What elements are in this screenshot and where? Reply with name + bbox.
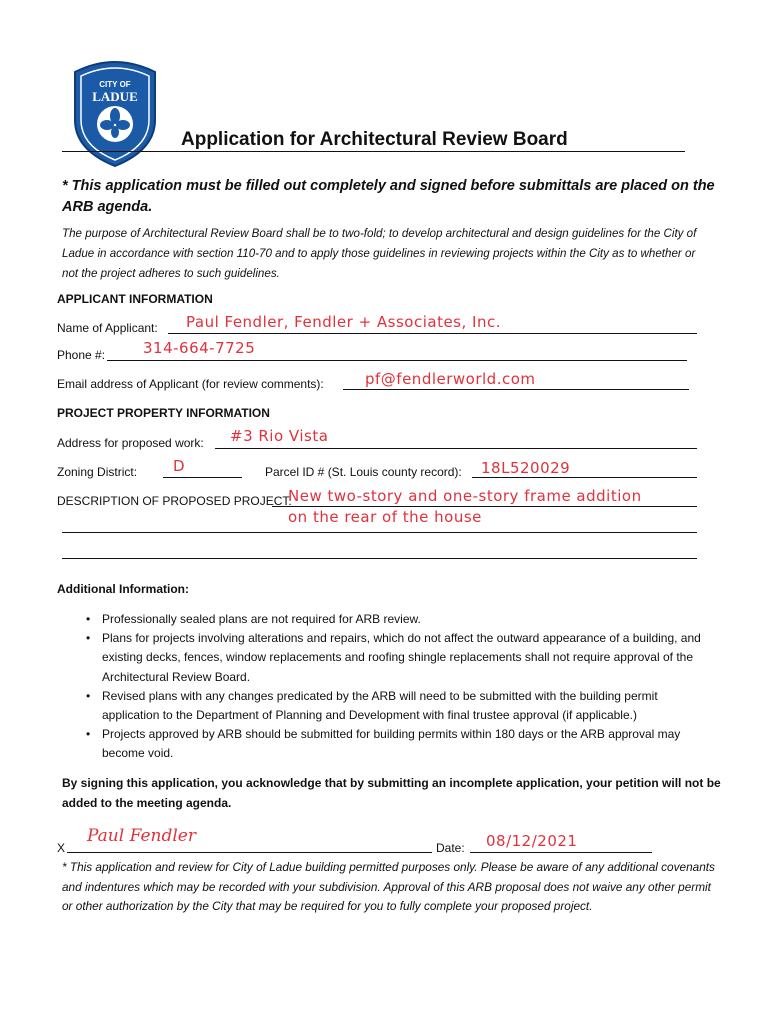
additional-heading: Additional Information: xyxy=(57,582,189,596)
list-item: • Revised plans with any changes predicated by the ARB will need to be submitted with the building permit application to the Department of Planning and Development with final trustee approval (if applicable.) xyxy=(86,687,716,725)
signature-field[interactable] xyxy=(67,852,432,853)
list-item: • Projects approved by ARB should be submitted for building permits within 180 days or the ARB approval may become void. xyxy=(86,725,716,763)
list-item: • Plans for projects involving alterations and repairs, which do not affect the outward appearance of a building, and existing decks, fences, window replacements and roofing shingle replacements shall not require approval of the Architectural Review Board. xyxy=(86,629,716,687)
applicant-heading: APPLICANT INFORMATION xyxy=(57,292,213,306)
completion-notice: * This application must be filled out completely and signed before submittals are placed on the ARB agenda. xyxy=(62,178,715,215)
zoning-value: D xyxy=(173,457,186,475)
parcel-label: Parcel ID # (St. Louis county record): xyxy=(265,465,462,479)
email-field[interactable] xyxy=(343,389,689,390)
description-field-line1[interactable] xyxy=(272,506,697,507)
property-heading: PROJECT PROPERTY INFORMATION xyxy=(57,406,270,420)
footnote: * This application and review for City of Ladue building permitted purposes only. Please be aware of any additional covenants and indentures which may be recorded with your subdivision. Approval of this ARB proposal does not waive any other permit or other authorization by the City that may be required for you to fully complete your proposed project. xyxy=(62,860,715,913)
phone-label: Phone #: xyxy=(57,348,106,362)
additional-bullet-list xyxy=(86,610,716,764)
page-title: Application for Architectural Review Board xyxy=(181,129,568,150)
name-field[interactable] xyxy=(168,333,697,334)
zoning-field[interactable] xyxy=(163,477,242,478)
date-value: 08/12/2021 xyxy=(486,832,578,850)
parcel-value: 18L520029 xyxy=(481,459,571,477)
date-label: Date: xyxy=(436,841,465,855)
logo-line2: LADUE xyxy=(92,89,138,104)
description-value-line2: on the rear of the house xyxy=(288,508,482,526)
phone-value: 314-664-7725 xyxy=(143,339,256,357)
purpose-paragraph: The purpose of Architectural Review Board shall be to two-fold; to develop architectural and design guidelines for the City of Ladue in accordance with section 110-70 and to apply those guidelines in reviewing projects within the City as to whether or not the project adheres to such guidelines. xyxy=(62,227,697,280)
description-value-line1: New two-story and one-story frame addition xyxy=(288,487,642,505)
title-underline xyxy=(62,151,685,152)
description-field-line2[interactable] xyxy=(62,532,697,533)
email-label: Email address of Applicant (for review comments): xyxy=(57,377,324,391)
parcel-field[interactable] xyxy=(472,477,697,478)
list-item: • Professionally sealed plans are not required for ARB review. xyxy=(86,610,716,629)
address-value: #3 Rio Vista xyxy=(230,427,329,445)
name-value: Paul Fendler, Fendler + Associates, Inc. xyxy=(186,313,501,331)
name-label: Name of Applicant: xyxy=(57,321,158,335)
address-field[interactable] xyxy=(215,448,697,449)
description-field-line3[interactable] xyxy=(62,558,697,559)
description-label: DESCRIPTION OF PROPOSED PROJECT: xyxy=(57,494,292,508)
signature-x-label: X xyxy=(57,841,66,855)
address-label: Address for proposed work: xyxy=(57,436,204,450)
signature: Paul Fendler xyxy=(87,826,196,846)
phone-field[interactable] xyxy=(107,360,687,361)
acknowledgement-text: By signing this application, you acknowledge that by submitting an incomplete application, your petition will not be added to the meeting agenda. xyxy=(62,776,721,810)
logo-line1: CITY OF xyxy=(99,80,131,89)
date-field[interactable] xyxy=(470,852,652,853)
zoning-label: Zoning District: xyxy=(57,465,138,479)
email-value: pf@fendlerworld.com xyxy=(365,370,536,388)
